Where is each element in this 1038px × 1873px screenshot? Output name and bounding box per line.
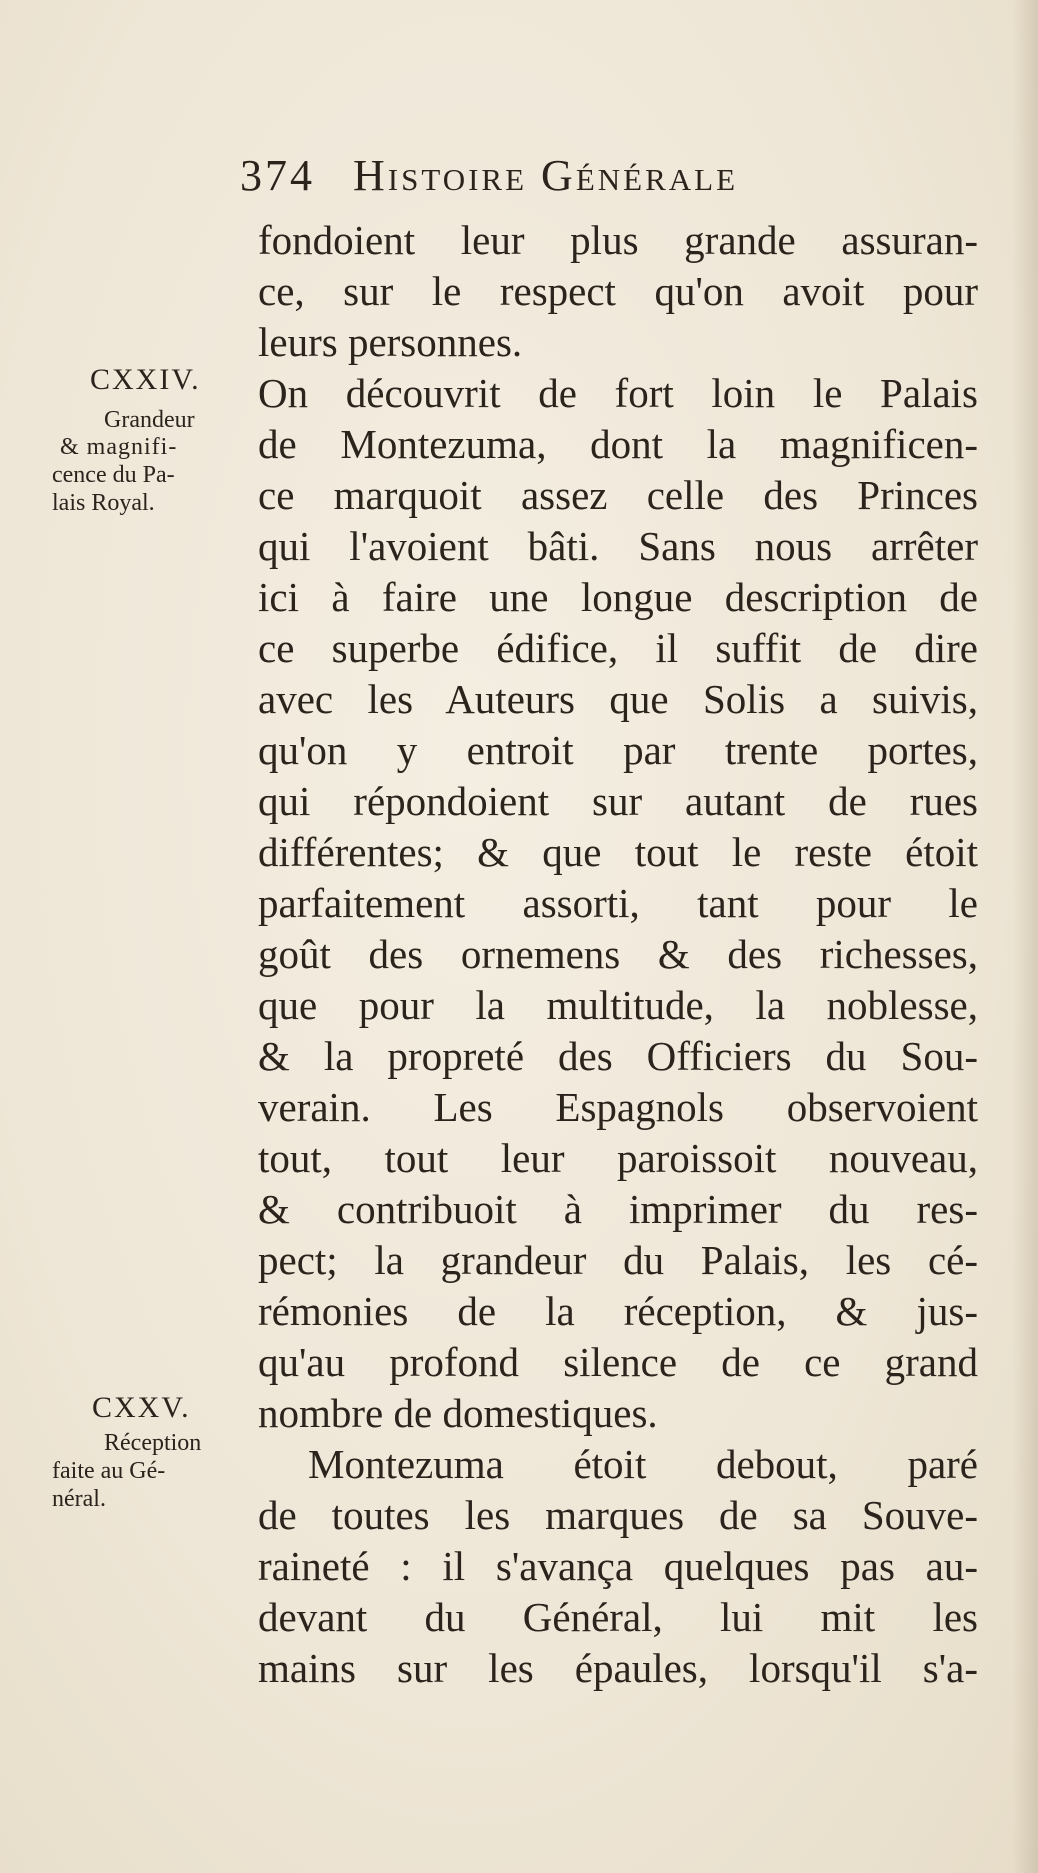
text-line: ce, sur le respect qu'on avoit pour (258, 268, 978, 314)
text-line: de toutes les marques de sa Souve- (258, 1492, 978, 1538)
text-line: tout, tout leur paroissoit nouveau, (258, 1135, 978, 1181)
text-line: ce superbe édifice, il suffit de dire (258, 625, 978, 671)
text-line: pect; la grandeur du Palais, les cé- (258, 1237, 978, 1283)
text-line: avec les Auteurs que Solis a suivis, (258, 676, 978, 722)
running-title: Histoire Générale (353, 151, 739, 200)
body-text (258, 215, 978, 1694)
text-line: que pour la multitude, la noblesse, (258, 982, 978, 1028)
margin-note-line: lais Royal. (52, 490, 155, 516)
text-line: leurs personnes. (258, 319, 523, 365)
page-gutter-shadow (1012, 0, 1038, 1873)
text-line: qui l'avoient bâti. Sans nous arrêter (258, 523, 978, 569)
text-line: verain. Les Espagnols observoient (258, 1084, 978, 1130)
text-line: goût des ornemens & des richesses, (258, 931, 978, 977)
text-line: devant du Général, lui mit les (258, 1594, 978, 1640)
margin-note-line: Réception (104, 1430, 202, 1456)
text-line: de Montezuma, dont la magnificen- (258, 421, 978, 467)
page-header (240, 150, 970, 210)
margin-note-line: Grandeur (104, 407, 195, 433)
text-line: Montezuma étoit debout, paré (308, 1441, 978, 1487)
margin-note-line: faite au Gé- (52, 1458, 166, 1484)
text-line: On découvrit de fort loin le Palais (258, 370, 978, 416)
text-line: parfaitement assorti, tant pour le (258, 880, 978, 926)
text-line: ce marquoit assez celle des Princes (258, 472, 978, 518)
text-line: & contribuoit à imprimer du res- (258, 1186, 978, 1232)
text-line: raineté : il s'avança quelques pas au- (258, 1543, 978, 1589)
margin-note-line: & magnifi- (60, 434, 178, 460)
text-line: fondoient leur plus grande assuran- (258, 217, 978, 263)
text-line: qu'on y entroit par trente portes, (258, 727, 978, 773)
text-line: différentes; & que tout le reste étoit (258, 829, 978, 875)
margin-note-line: cence du Pa- (52, 462, 175, 488)
text-line: & la propreté des Officiers du Sou- (258, 1033, 978, 1079)
margin-chapter-number: CXXIV. (90, 363, 201, 396)
text-line: qu'au profond silence de ce grand (258, 1339, 978, 1385)
text-line: qui répondoient sur autant de rues (258, 778, 978, 824)
text-line: mains sur les épaules, lorsqu'il s'a- (258, 1645, 978, 1691)
text-line: nombre de domestiques. (258, 1390, 658, 1436)
margin-note-line: néral. (52, 1486, 106, 1512)
page-number: 374 (240, 151, 315, 200)
text-line: ici à faire une longue description de (258, 574, 978, 620)
margin-chapter-number: CXXV. (92, 1391, 191, 1424)
text-line: rémonies de la réception, & jus- (258, 1288, 978, 1334)
